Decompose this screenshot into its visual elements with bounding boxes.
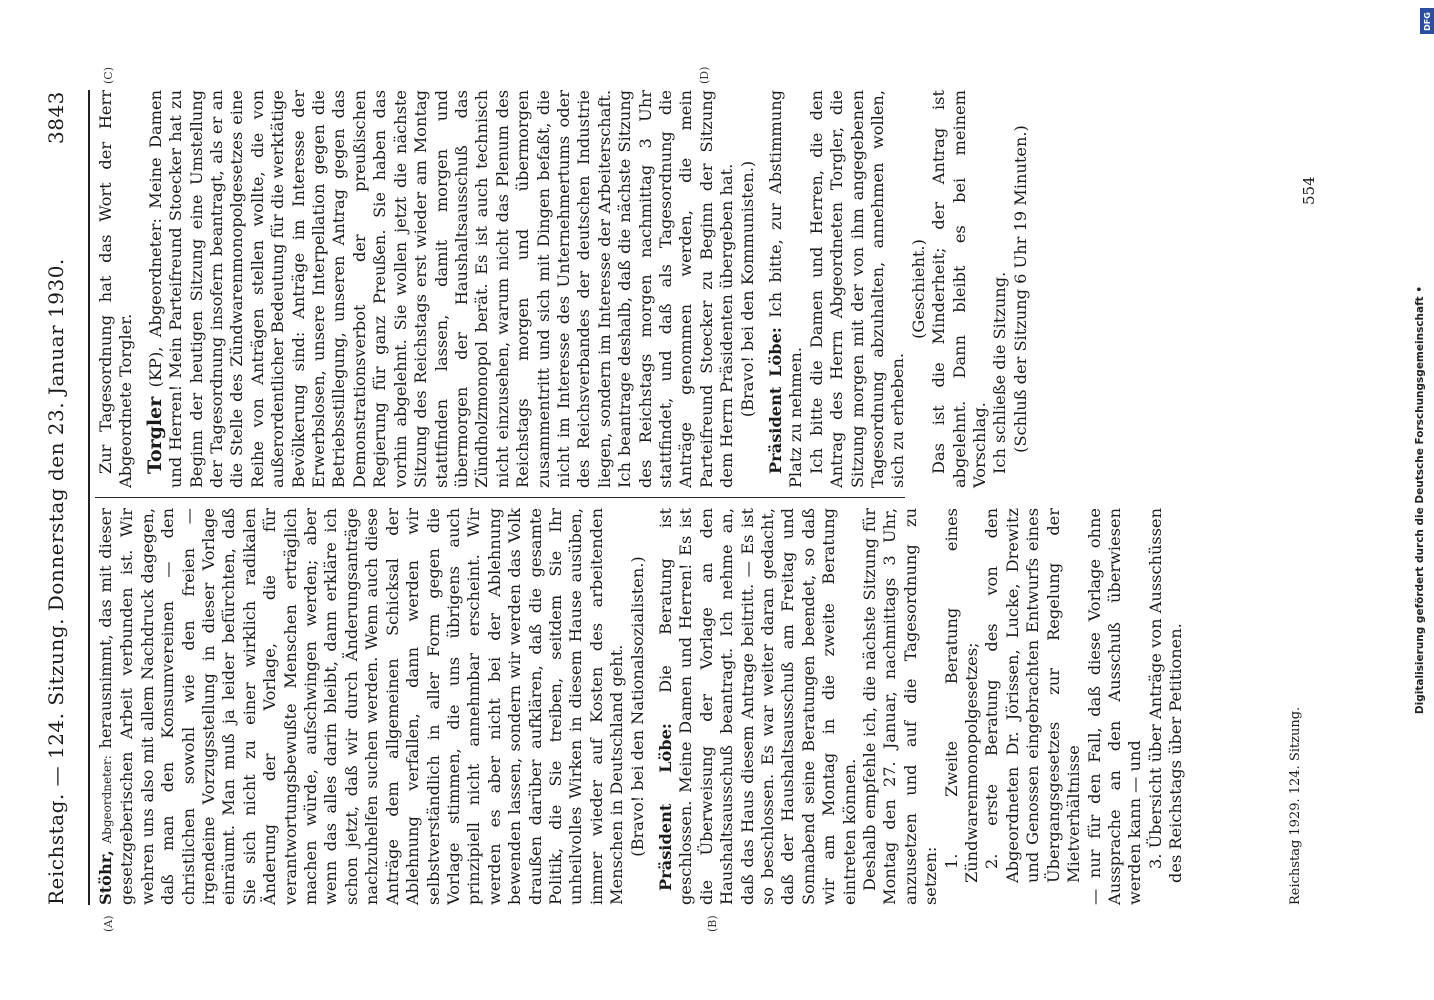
closing-note: (Schluß der Sitzung 6 Uhr 19 Minuten.) — [1010, 125, 1030, 453]
paragraph: Ich schließe die Sitzung. — [990, 271, 1010, 474]
left-column — [96, 508, 1187, 905]
speech-text: Meine Damen und Herren! Mein Parteifreund Stoecker hat zu Beginn der heutigen Sitzung eine Umstellung der Tagesordnung insofern beantragt, als er an die Stelle des Zündwarenmonopolgesetzes eine Reihe von Anträgen stellen wollte, die von außerordentlicher Bedeutung für die werktätige Bevölkerung sind: Anträge im Interesse der Erwerbslosen, unsere Interpellation gegen die Betriebsstillegung, unseren Antrag gegen das Demonstrationsverbot der preußischen Regierung für ganz Preußen. Sie haben das vorhin abgelehnt. Sie wollen jetzt die nächste Sitzung des Reichstags erst wieder am Montag stattfinden lassen, damit morgen und übermorgen der Haushaltsausschuß das Zündholzmonopol berät. Es ist auch technisch nicht einzusehen, warum nicht das Plenum des Reichstags morgen und übermorgen zusammentritt und sich mit Dingen befaßt, die nicht im Interesse des Unternehmertums oder des Reichsverbandes der deutschen Industrie liegen, sondern im Interesse der Arbeiterschaft. Ich beantrage deshalb, daß die nächste Sitzung des Reichstags morgen nachmittag 3 Uhr stattfindet, und daß als Tagesordnung die Anträge genommen werden, die mein Parteifreund Stoecker zu Beginn der Sitzung dem Herrn Präsidenten übergeben hat. — [145, 90, 737, 488]
interjection: (Bravo! bei den Nationalsozialisten.) — [627, 556, 647, 857]
page-header-title: Reichstag. — 124. Sitzung. Donnerstag den 23. Januar 1930. — [44, 258, 68, 905]
digitization-credit-text: Digitalisierung gefördert durch die Deutsche Forschungsgemeinschaft • — [1414, 285, 1426, 715]
right-column — [96, 90, 1031, 488]
paragraph — [145, 90, 738, 488]
agenda-item: 3. Übersicht über Anträge von Ausschüssen des Reichstags über Petitionen. — [1145, 508, 1186, 883]
margin-marker-b: (B) — [706, 915, 719, 932]
interjection: (Geschieht.) — [908, 239, 928, 339]
margin-marker-c: (C) — [102, 67, 115, 84]
paragraph — [96, 508, 628, 905]
speaker-role: (KP), Abgeordneter: — [145, 218, 165, 388]
agenda-item: 1. Zweite Beratung eines Zündwarenmonopolgesetzes; — [941, 508, 982, 883]
footer-left: Reichstag 1929. 124. Sitzung. — [1288, 706, 1303, 905]
paragraph — [656, 508, 860, 905]
speaker-name: Torgler — [143, 396, 166, 474]
speaker-name: Präsident Löbe: — [766, 327, 785, 474]
agenda-note: — nur für den Fall, daß diese Vorlage ohne Aussprache an den Ausschuß überwiesen werden kann — und — [1084, 508, 1145, 905]
interjection: (Bravo! bei den Kommunisten.) — [737, 160, 757, 418]
paragraph — [766, 90, 807, 488]
paragraph: Ich bitte die Damen und Herren, die den Antrag des Herrn Abgeordneten Torgler, die Sitzung morgen mit der von ihm angegebenen Tagesordnung abzuhalten, annehmen wollen, sich zu erheben. — [806, 90, 908, 488]
speech-text: Die Beratung ist geschlossen. Meine Damen und Herren! Es ist die Überweisung der Vorlage an den Haushaltsausschuß beantragt. Ich nehme an, daß das Haus diesem Antrage beitritt. — Es ist so beschlossen. Es war weiter daran gedacht, daß der Haushaltsausschuß am Freitag und Sonnabend seine Beratungen beendet, so daß wir am Montag in die zweite Beratung eintreten können. — [655, 508, 859, 905]
dfg-logo: DFG — [1420, 8, 1434, 34]
speaker-role: Abgeordneter: — [100, 755, 114, 844]
digitization-credit — [1409, 0, 1431, 1000]
paragraph: Deshalb empfehle ich, die nächste Sitzung für Montag den 27. Januar, nachmittags 3 Uhr, anzusetzen und auf die Tagesordnung zu setzen: — [860, 508, 941, 905]
margin-marker-a: (A) — [102, 915, 115, 932]
margin-marker-d: (D) — [698, 66, 711, 84]
column-divider — [95, 497, 905, 498]
speech-text: herausnimmt, das mit dieser gesetzgeberischen Arbeit verbunden ist. Wir wehren uns also mit allem Nachdruck dagegen, daß man den Konsumvereinen — den christlichen sowohl wie den freien — irgendeine Vorzugsstellung in dieser Vorlage einräumt. Man muß ja leider befürchten, daß Sie sich nicht zu einer wirklich radikalen Änderung der Vorlage, die für verantwortungsbewußte Menschen erträglich machen würde, aufschwingen werden; aber wenn das alles darin bleibt, dann erkläre ich schon jetzt, daß wir durch Änderungsanträge nachzuhelfen suchen werden. Wenn auch diese Anträge dem allgemeinen Schicksal der Ablehnung verfallen, dann werden wir selbstverständlich in aller Form gegen die Vorlage stimmen, die uns übrigens auch prinzipiell nicht annehmbar erscheint. Wir werden es aber nicht bei der Ablehnung bewenden lassen, sondern wir werden das Volk draußen darüber aufklären, daß die gesamte Politik, die Sie treiben, seitdem Sie Ihr unheilvolles Wirken in diesem Hause ausüben, immer wieder auf Kosten des arbeitenden Menschen in Deutschland geht. — [96, 508, 627, 905]
speech-text: Ich bitte, zur Abstimmung Platz zu nehmen. — [766, 90, 806, 488]
sheet-number: 554 — [1300, 176, 1318, 205]
page-number: 3843 — [44, 91, 68, 144]
header-rule — [88, 90, 90, 905]
speaker-name: Präsident Löbe: — [655, 723, 675, 891]
agenda-item: 2. erste Beratung des von den Abgeordneten Dr. Jörissen, Lucke, Drewitz und Genossen eingebrachten Entwurfs eines Übergangsgesetzes zur Regelung der Mietverhältnisse — [982, 508, 1084, 883]
paragraph: Zur Tagesordnung hat das Wort der Herr Abgeordnete Torgler. — [96, 90, 136, 488]
paragraph: Das ist die Minderheit; der Antrag ist abgelehnt. Dann bleibt es bei meinem Vorschlag. — [929, 90, 990, 488]
speaker-name: Stöhr, — [96, 850, 115, 905]
